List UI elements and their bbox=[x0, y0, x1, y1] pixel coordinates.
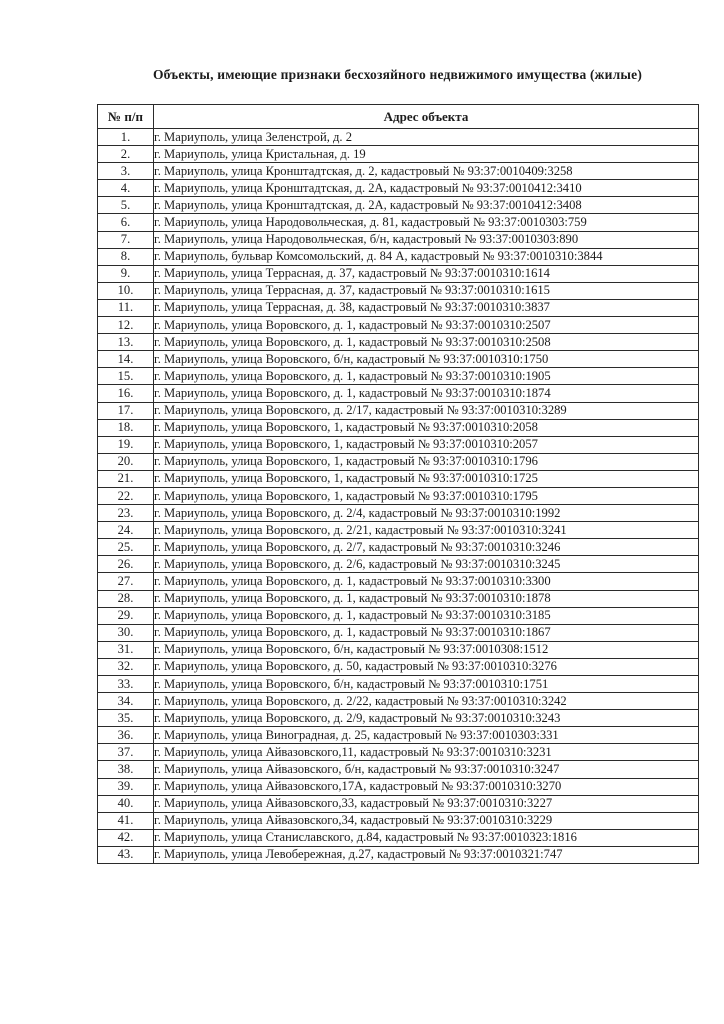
table-row bbox=[98, 231, 699, 248]
table-row bbox=[98, 248, 699, 265]
row-number: 14. bbox=[98, 351, 154, 368]
row-number: 5. bbox=[98, 197, 154, 214]
row-address: г. Мариуполь, улица Воровского, д. 1, кадастровый № 93:37:0010310:2508 bbox=[154, 334, 699, 351]
row-number: 36. bbox=[98, 727, 154, 744]
row-address: г. Мариуполь, улица Кронштадтская, д. 2А, кадастровый № 93:37:0010412:3410 bbox=[154, 180, 699, 197]
row-number: 41. bbox=[98, 812, 154, 829]
table-header-row bbox=[98, 105, 699, 129]
table-row bbox=[98, 368, 699, 385]
table-row bbox=[98, 556, 699, 573]
row-number: 28. bbox=[98, 590, 154, 607]
row-number: 37. bbox=[98, 744, 154, 761]
table-row bbox=[98, 146, 699, 163]
row-number: 19. bbox=[98, 436, 154, 453]
row-address: г. Мариуполь, улица Воровского, д. 50, кадастровый № 93:37:0010310:3276 bbox=[154, 658, 699, 675]
row-number: 23. bbox=[98, 505, 154, 522]
table-row bbox=[98, 778, 699, 795]
table-row bbox=[98, 129, 699, 146]
row-address: г. Мариуполь, улица Воровского, 1, кадастровый № 93:37:0010310:1796 bbox=[154, 453, 699, 470]
table-row bbox=[98, 317, 699, 334]
row-address: г. Мариуполь, улица Воровского, б/н, кадастровый № 93:37:0010308:1512 bbox=[154, 641, 699, 658]
row-number: 15. bbox=[98, 368, 154, 385]
table-row bbox=[98, 214, 699, 231]
row-number: 1. bbox=[98, 129, 154, 146]
row-address: г. Мариуполь, улица Народовольческая, д. 81, кадастровый № 93:37:0010303:759 bbox=[154, 214, 699, 231]
row-number: 11. bbox=[98, 299, 154, 316]
row-address: г. Мариуполь, улица Воровского, 1, кадастровый № 93:37:0010310:1725 bbox=[154, 470, 699, 487]
table-row bbox=[98, 846, 699, 863]
row-number: 21. bbox=[98, 470, 154, 487]
row-number: 16. bbox=[98, 385, 154, 402]
table-row bbox=[98, 436, 699, 453]
row-number: 8. bbox=[98, 248, 154, 265]
row-address: г. Мариуполь, улица Воровского, д. 2/7, кадастровый № 93:37:0010310:3246 bbox=[154, 539, 699, 556]
row-number: 40. bbox=[98, 795, 154, 812]
row-number: 2. bbox=[98, 146, 154, 163]
row-number: 33. bbox=[98, 676, 154, 693]
table-row bbox=[98, 351, 699, 368]
table-row bbox=[98, 180, 699, 197]
table-body bbox=[98, 129, 699, 864]
row-address: г. Мариуполь, улица Айвазовского,34, кадастровый № 93:37:0010310:3229 bbox=[154, 812, 699, 829]
table-row bbox=[98, 761, 699, 778]
table-row bbox=[98, 710, 699, 727]
row-address: г. Мариуполь, улица Айвазовского,33, кадастровый № 93:37:0010310:3227 bbox=[154, 795, 699, 812]
table-row bbox=[98, 487, 699, 504]
row-number: 12. bbox=[98, 317, 154, 334]
row-address: г. Мариуполь, улица Воровского, б/н, кадастровый № 93:37:0010310:1750 bbox=[154, 351, 699, 368]
table-row bbox=[98, 590, 699, 607]
row-address: г. Мариуполь, улица Воровского, д. 2/17, кадастровый № 93:37:0010310:3289 bbox=[154, 402, 699, 419]
row-number: 13. bbox=[98, 334, 154, 351]
row-address: г. Мариуполь, улица Воровского, д. 2/9, кадастровый № 93:37:0010310:3243 bbox=[154, 710, 699, 727]
row-address: г. Мариуполь, улица Воровского, 1, кадастровый № 93:37:0010310:2058 bbox=[154, 419, 699, 436]
row-number: 34. bbox=[98, 693, 154, 710]
row-number: 18. bbox=[98, 419, 154, 436]
row-address: г. Мариуполь, улица Воровского, д. 1, кадастровый № 93:37:0010310:2507 bbox=[154, 317, 699, 334]
table-row bbox=[98, 282, 699, 299]
row-number: 22. bbox=[98, 487, 154, 504]
table-row bbox=[98, 676, 699, 693]
row-address: г. Мариуполь, улица Воровского, д. 2/22, кадастровый № 93:37:0010310:3242 bbox=[154, 693, 699, 710]
table-row bbox=[98, 624, 699, 641]
row-address: г. Мариуполь, улица Воровского, 1, кадастровый № 93:37:0010310:2057 bbox=[154, 436, 699, 453]
row-address: г. Мариуполь, улица Воровского, д. 1, кадастровый № 93:37:0010310:1905 bbox=[154, 368, 699, 385]
table-row bbox=[98, 265, 699, 282]
row-address: г. Мариуполь, улица Воровского, д. 1, кадастровый № 93:37:0010310:1878 bbox=[154, 590, 699, 607]
table-row bbox=[98, 197, 699, 214]
table-row bbox=[98, 539, 699, 556]
document-title: Объекты, имеющие признаки бесхозяйного недвижимого имущества (жилые) bbox=[152, 67, 643, 82]
table-row bbox=[98, 607, 699, 624]
row-address: г. Мариуполь, улица Воровского, д. 1, кадастровый № 93:37:0010310:1867 bbox=[154, 624, 699, 641]
row-number: 10. bbox=[98, 282, 154, 299]
column-header-address: Адрес объекта bbox=[154, 105, 699, 129]
row-address: г. Мариуполь, улица Воровского, д. 2/4, кадастровый № 93:37:0010310:1992 bbox=[154, 505, 699, 522]
row-number: 9. bbox=[98, 265, 154, 282]
row-address: г. Мариуполь, улица Террасная, д. 37, кадастровый № 93:37:0010310:1615 bbox=[154, 282, 699, 299]
row-address: г. Мариуполь, улица Айвазовского, б/н, кадастровый № 93:37:0010310:3247 bbox=[154, 761, 699, 778]
table-row bbox=[98, 693, 699, 710]
row-address: г. Мариуполь, улица Террасная, д. 37, кадастровый № 93:37:0010310:1614 bbox=[154, 265, 699, 282]
table-row bbox=[98, 299, 699, 316]
table-row bbox=[98, 470, 699, 487]
row-number: 27. bbox=[98, 573, 154, 590]
row-address: г. Мариуполь, улица Воровского, д. 1, кадастровый № 93:37:0010310:1874 bbox=[154, 385, 699, 402]
row-number: 29. bbox=[98, 607, 154, 624]
row-number: 6. bbox=[98, 214, 154, 231]
row-number: 17. bbox=[98, 402, 154, 419]
table-row bbox=[98, 812, 699, 829]
table-row bbox=[98, 419, 699, 436]
row-number: 39. bbox=[98, 778, 154, 795]
row-address: г. Мариуполь, улица Зеленстрой, д. 2 bbox=[154, 129, 699, 146]
row-address: г. Мариуполь, улица Воровского, д. 2/6, кадастровый № 93:37:0010310:3245 bbox=[154, 556, 699, 573]
row-address: г. Мариуполь, бульвар Комсомольский, д. 84 А, кадастровый № 93:37:0010310:3844 bbox=[154, 248, 699, 265]
row-number: 7. bbox=[98, 231, 154, 248]
row-address: г. Мариуполь, улица Виноградная, д. 25, кадастровый № 93:37:0010303:331 bbox=[154, 727, 699, 744]
table-row bbox=[98, 402, 699, 419]
row-address: г. Мариуполь, улица Народовольческая, б/н, кадастровый № 93:37:0010303:890 bbox=[154, 231, 699, 248]
row-address: г. Мариуполь, улица Кронштадтская, д. 2, кадастровый № 93:37:0010409:3258 bbox=[154, 163, 699, 180]
row-number: 43. bbox=[98, 846, 154, 863]
row-address: г. Мариуполь, улица Воровского, 1, кадастровый № 93:37:0010310:1795 bbox=[154, 487, 699, 504]
table-row bbox=[98, 641, 699, 658]
row-number: 26. bbox=[98, 556, 154, 573]
table-row bbox=[98, 522, 699, 539]
row-address: г. Мариуполь, улица Кристальная, д. 19 bbox=[154, 146, 699, 163]
table-row bbox=[98, 658, 699, 675]
row-number: 38. bbox=[98, 761, 154, 778]
row-number: 3. bbox=[98, 163, 154, 180]
row-address: г. Мариуполь, улица Воровского, д. 2/21, кадастровый № 93:37:0010310:3241 bbox=[154, 522, 699, 539]
row-address: г. Мариуполь, улица Левобережная, д.27, кадастровый № 93:37:0010321:747 bbox=[154, 846, 699, 863]
row-number: 30. bbox=[98, 624, 154, 641]
table-row bbox=[98, 829, 699, 846]
row-address: г. Мариуполь, улица Станиславского, д.84, кадастровый № 93:37:0010323:1816 bbox=[154, 829, 699, 846]
row-number: 20. bbox=[98, 453, 154, 470]
row-number: 42. bbox=[98, 829, 154, 846]
row-number: 24. bbox=[98, 522, 154, 539]
column-header-number: № п/п bbox=[98, 105, 154, 129]
row-address: г. Мариуполь, улица Айвазовского,17А, кадастровый № 93:37:0010310:3270 bbox=[154, 778, 699, 795]
row-number: 4. bbox=[98, 180, 154, 197]
table-row bbox=[98, 334, 699, 351]
table-row bbox=[98, 573, 699, 590]
row-number: 25. bbox=[98, 539, 154, 556]
table-row bbox=[98, 727, 699, 744]
row-number: 35. bbox=[98, 710, 154, 727]
row-address: г. Мариуполь, улица Айвазовского,11, кадастровый № 93:37:0010310:3231 bbox=[154, 744, 699, 761]
row-address: г. Мариуполь, улица Террасная, д. 38, кадастровый № 93:37:0010310:3837 bbox=[154, 299, 699, 316]
table-row bbox=[98, 505, 699, 522]
row-number: 32. bbox=[98, 658, 154, 675]
table-row bbox=[98, 453, 699, 470]
row-address: г. Мариуполь, улица Воровского, д. 1, кадастровый № 93:37:0010310:3300 bbox=[154, 573, 699, 590]
row-number: 31. bbox=[98, 641, 154, 658]
table-row bbox=[98, 163, 699, 180]
row-address: г. Мариуполь, улица Воровского, б/н, кадастровый № 93:37:0010310:1751 bbox=[154, 676, 699, 693]
table-row bbox=[98, 385, 699, 402]
table-row bbox=[98, 795, 699, 812]
row-address: г. Мариуполь, улица Кронштадтская, д. 2А, кадастровый № 93:37:0010412:3408 bbox=[154, 197, 699, 214]
row-address: г. Мариуполь, улица Воровского, д. 1, кадастровый № 93:37:0010310:3185 bbox=[154, 607, 699, 624]
table-row bbox=[98, 744, 699, 761]
objects-table bbox=[97, 104, 699, 864]
